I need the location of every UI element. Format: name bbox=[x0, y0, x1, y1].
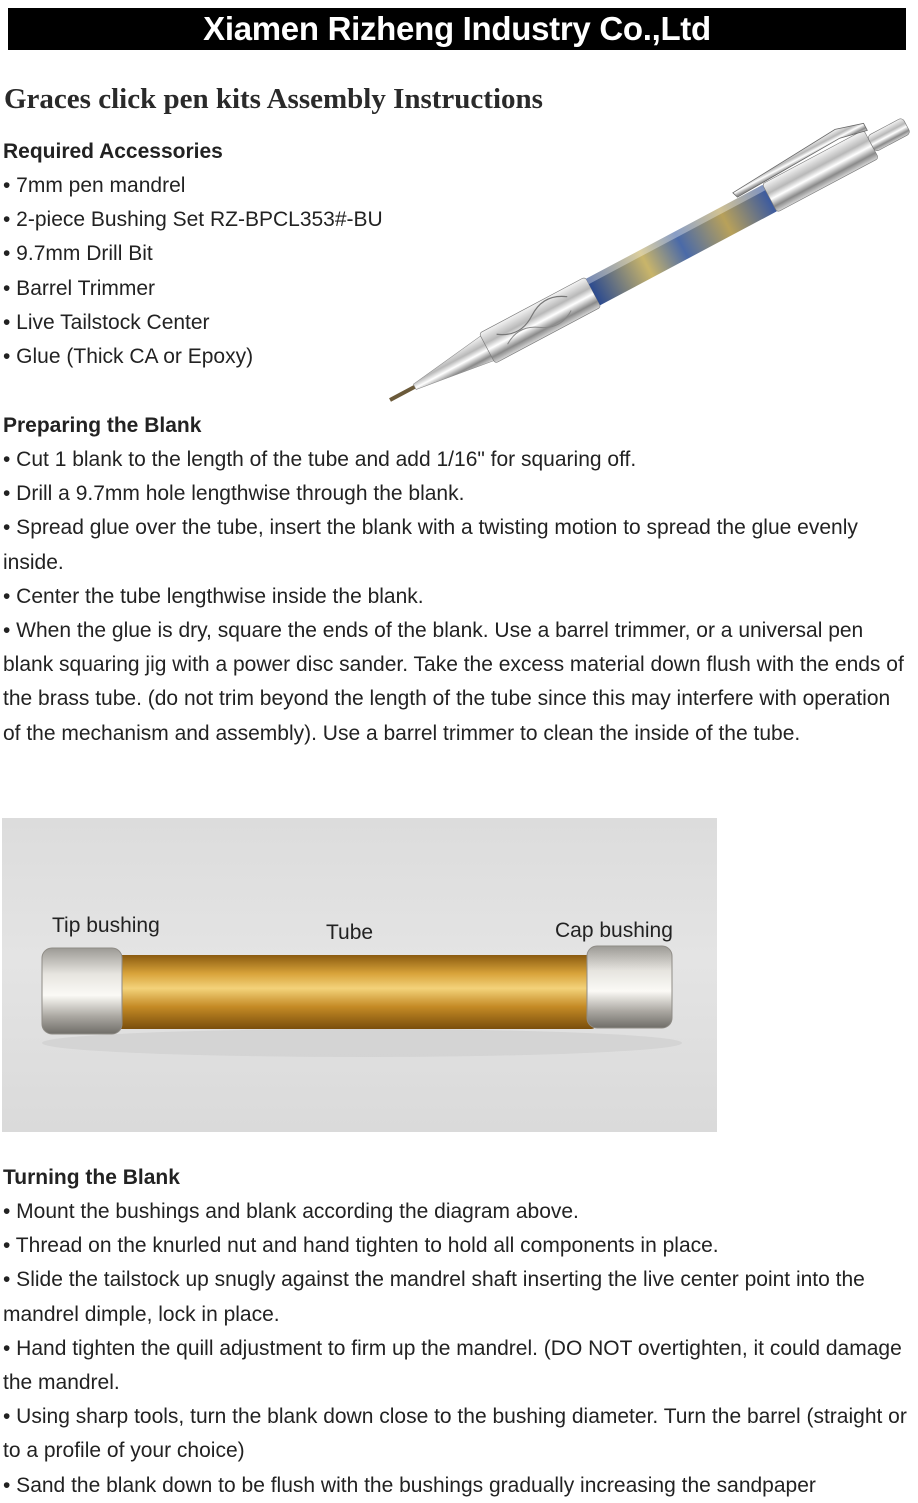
list-item: • Center the tube lengthwise inside the blank. bbox=[3, 584, 424, 608]
list-item: • Live Tailstock Center bbox=[3, 310, 210, 334]
list-item: • Barrel Trimmer bbox=[3, 276, 156, 300]
tube-label: Tube bbox=[326, 921, 374, 944]
list-item: • Spread glue over the tube, insert the blank with a twisting motion to spread the glue evenly inside. bbox=[3, 516, 858, 574]
list-item: • 9.7mm Drill Bit bbox=[3, 242, 153, 266]
turning-blank-heading: Turning the Blank bbox=[3, 1166, 180, 1189]
list-item: • Hand tighten the quill adjustment to firm up the mandrel. (DO NOT overtighten, it could damage the mandrel. bbox=[3, 1336, 902, 1395]
list-item: • 2-piece Bushing Set RZ-BPCL353#-BU bbox=[3, 208, 383, 232]
list-item: • Using sharp tools, turn the blank down close to the bushing diameter. Turn the barrel (straight or to a profile of your choice) bbox=[3, 1405, 907, 1463]
cap-bushing-label: Cap bushing bbox=[555, 919, 673, 942]
list-item: • Slide the tailstock up snugly against the mandrel shaft inserting the live center point into the mandrel dimple, lock in place. bbox=[3, 1268, 865, 1326]
list-item: • When the glue is dry, square the ends of the blank. Use a barrel trimmer, or a universal pen blank squaring jig with a power disc sander. Take the excess material down flush with the ends of the brass tube. (do not trim beyond the length of the tube since this may interfere with operation of the mechanism and assembly). Use a barrel trimmer to clean the inside of the tube. bbox=[3, 619, 904, 745]
bushing-tube-image bbox=[2, 818, 717, 1132]
preparing-blank-section bbox=[3, 409, 913, 751]
list-item: • Glue (Thick CA or Epoxy) bbox=[3, 345, 254, 369]
list-item: • Cut 1 blank to the length of the tube and add 1/16" for squaring off. bbox=[3, 448, 637, 471]
tip-bushing-label: Tip bushing bbox=[52, 914, 160, 937]
list-item: • Mount the bushings and blank according the diagram above. bbox=[3, 1200, 579, 1223]
bushing-tube-photo bbox=[2, 818, 717, 1132]
company-banner: Xiamen Rizheng Industry Co.,Ltd bbox=[8, 8, 906, 50]
turning-blank-list bbox=[3, 1195, 913, 1503]
required-accessories-section bbox=[3, 135, 913, 374]
preparing-blank-list bbox=[3, 443, 913, 751]
required-accessories-list bbox=[3, 169, 913, 374]
list-item: • Thread on the knurled nut and hand tighten to hold all components in place. bbox=[3, 1234, 719, 1258]
turning-blank-section bbox=[3, 1161, 913, 1503]
preparing-blank-heading: Preparing the Blank bbox=[3, 414, 202, 437]
list-item: • 7mm pen mandrel bbox=[3, 174, 186, 197]
required-accessories-heading: Required Accessories bbox=[3, 140, 223, 163]
list-item: • Drill a 9.7mm hole lengthwise through the blank. bbox=[3, 482, 465, 506]
list-item: • Sand the blank down to be flush with the bushings gradually increasing the sandpaper bbox=[3, 1473, 816, 1497]
page-title: Graces click pen kits Assembly Instructions bbox=[4, 83, 543, 115]
